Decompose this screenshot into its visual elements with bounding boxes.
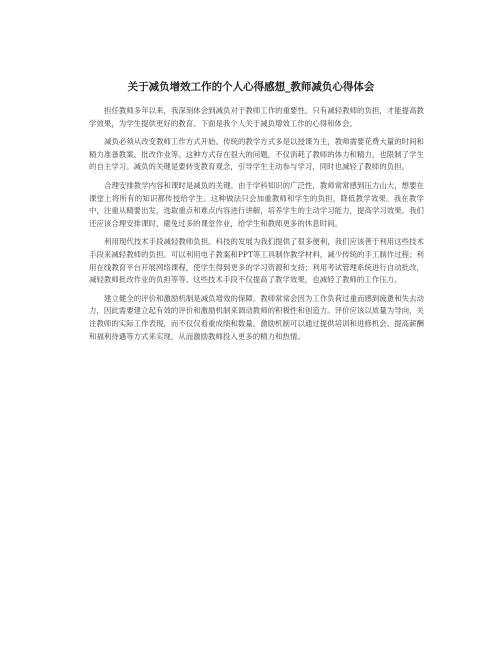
- paragraph-technology: 利用现代技术手段减轻教师负担。科技的发展为我们提供了很多便利，我们应该善于利用这些技术手段来减轻教师的负担。可以利用电子教案和PPT等工具制作教学材料，减少传统的手工制作过程；利用在线教育平台开展网络课程，使学生得到更多的学习资源和支持；利用考试管理系统进行自动批改，减轻教师批改作业的负担等等。这些技术手段不仅提高了教学效果，也减轻了教师的工作压力。: [89, 237, 424, 285]
- document-title: 关于减负增效工作的个人心得感想_教师减负心得体会: [127, 81, 375, 93]
- paragraph-intro: 担任教师多年以来，我深刻体会到减负对于教师工作的重要性。只有减轻教师的负担，才能提高教学效果，为学生提供更好的教育。下面是我个人关于减负增效工作的心得和体会。: [89, 106, 424, 128]
- paragraph-evaluation: 建立健全的评价和激励机制是减负增效的保障。教师常常会因为工作负荷过重而感到疲惫和失去动力，因此需要建立起有效的评价和激励机制来调动教师的积极性和创造力。评价应该以质量为导向，关注教师的实际工作表现，而不仅仅看重成绩和数量。激励机制可以通过提供培训和进修机会、提高薪酬和福利待遇等方式来实现，从而激励教师投入更多的精力和热情。: [89, 293, 424, 341]
- document-body: [89, 105, 424, 349]
- paragraph-course-arrangement: 合理安排教学内容和课时是减负的关键。由于学科知识的广泛性，教师常常感到压力山大，想要在课堂上将所有的知识都传授给学生。这种做法只会加重教师和学生的负担，降低教学效果。我在教学中，注重从精要出发，选取重点和难点内容进行讲解，培养学生的主动学习能力，提高学习效果。我们还应该合理安排课时，避免过多的课堂作业，给学生和教师更多的休息时间。: [89, 180, 424, 228]
- paragraph-work-method: 减负必须从改变教师工作方式开始。传统的教学方式多是以授课为主，教师需要花费大量的时间和精力准备教案、批改作业等。这种方式存在很大的问题，不仅消耗了教师的体力和精力，也限制了学生的自主学习。减负的关键是要转变教育观念，引导学生主动参与学习，同时也减轻了教师的负担。: [89, 137, 424, 172]
